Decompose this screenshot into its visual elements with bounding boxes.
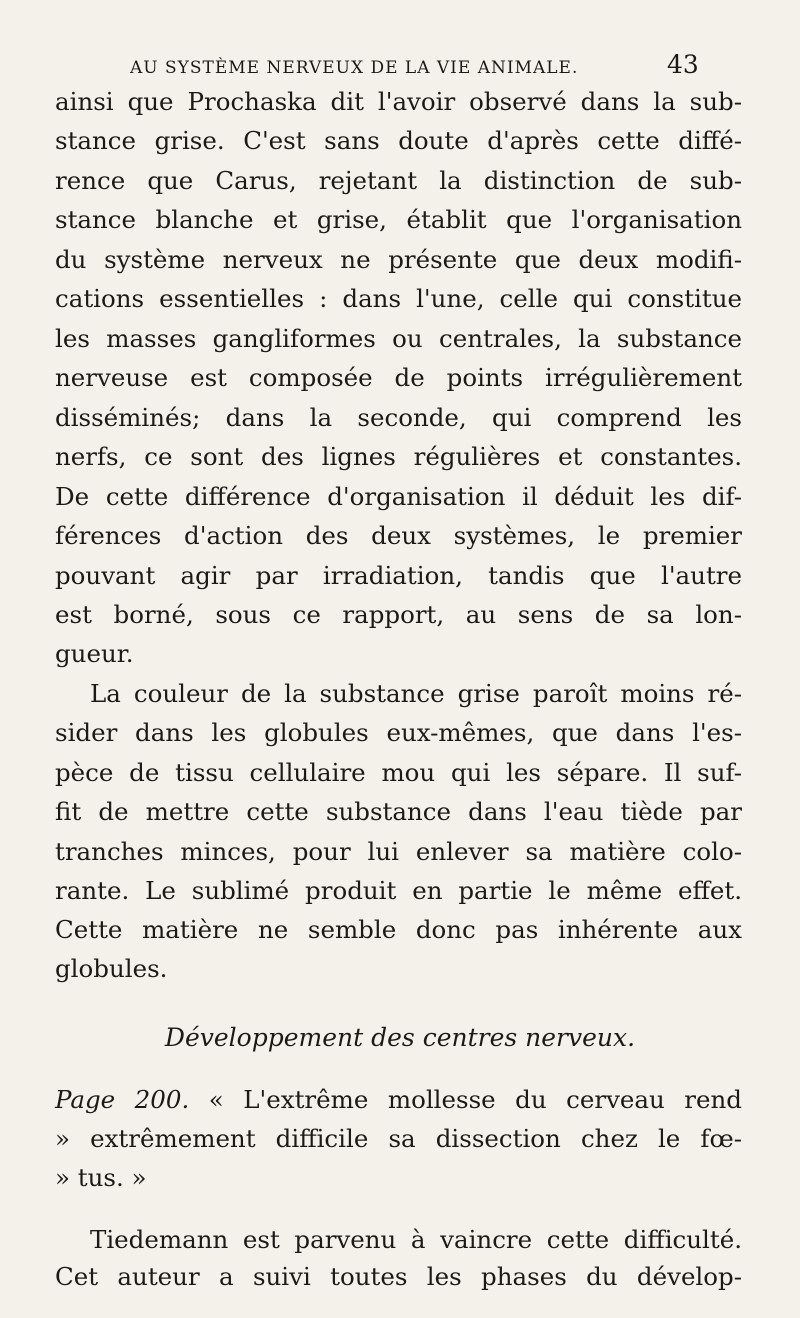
text-line: nerfs, ce sont des lignes régulières et constantes.: [55, 442, 742, 471]
text-line: tranches minces, pour lui enlever sa matière colo-: [55, 837, 742, 866]
text-line: Cet auteur a suivi toutes les phases du dévelop-: [55, 1262, 742, 1291]
section-heading: Développement des centres nerveux.: [164, 1023, 636, 1052]
text-line: La couleur de la substance grise paroît moins ré-: [90, 679, 742, 708]
running-title: AU SYSTÈME NERVEUX DE LA VIE ANIMALE.: [130, 58, 579, 78]
text-line: les masses gangliformes ou centrales, la substance: [55, 324, 742, 353]
text-line: pouvant agir par irradiation, tandis que l'autre: [55, 561, 742, 590]
text-line: De cette différence d'organisation il déduit les dif-: [55, 482, 742, 511]
text-line: Tiedemann est parvenu à vaincre cette difficulté.: [90, 1225, 742, 1254]
text-line: fit de mettre cette substance dans l'eau tiède par: [55, 797, 742, 826]
text-line: rante. Le sublimé produit en partie le même effet.: [55, 876, 742, 905]
text-line: est borné, sous ce rapport, au sens de sa lon-: [55, 600, 742, 629]
text-line: rence que Carus, rejetant la distinction de sub-: [55, 166, 742, 195]
quote-line: » extrêmement difficile sa dissection chez le fœ-: [55, 1124, 742, 1153]
text-line: cations essentielles : dans l'une, celle qui constitue: [55, 284, 742, 313]
text-line: ainsi que Prochaska dit l'avoir observé dans la sub-: [55, 87, 742, 116]
page-reference: Page 200.: [55, 1085, 190, 1114]
text-line: pèce de tissu cellulaire mou qui les sépare. Il suf-: [55, 758, 742, 787]
text-line: Cette matière ne semble donc pas inhérente aux: [55, 915, 742, 944]
text-line: disséminés; dans la seconde, qui comprend les: [55, 403, 742, 432]
text-line: du système nerveux ne présente que deux modifi-: [55, 245, 742, 274]
text-line: stance blanche et grise, établit que l'organisation: [55, 205, 742, 234]
quote-line: » tus. »: [55, 1163, 147, 1192]
text-line: globules.: [55, 954, 168, 983]
text-line: nerveuse est composée de points irrégulièrement: [55, 363, 742, 392]
quote-text: « L'extrême mollesse du cerveau rend: [208, 1085, 742, 1114]
quote-line: [55, 1085, 742, 1114]
text-line: gueur.: [55, 639, 134, 668]
text-line: férences d'action des deux systèmes, le premier: [55, 521, 742, 550]
text-line: stance grise. C'est sans doute d'après cette diffé-: [55, 126, 742, 155]
text-line: sider dans les globules eux-mêmes, que dans l'es-: [55, 718, 742, 747]
page-number: 43: [667, 50, 699, 79]
